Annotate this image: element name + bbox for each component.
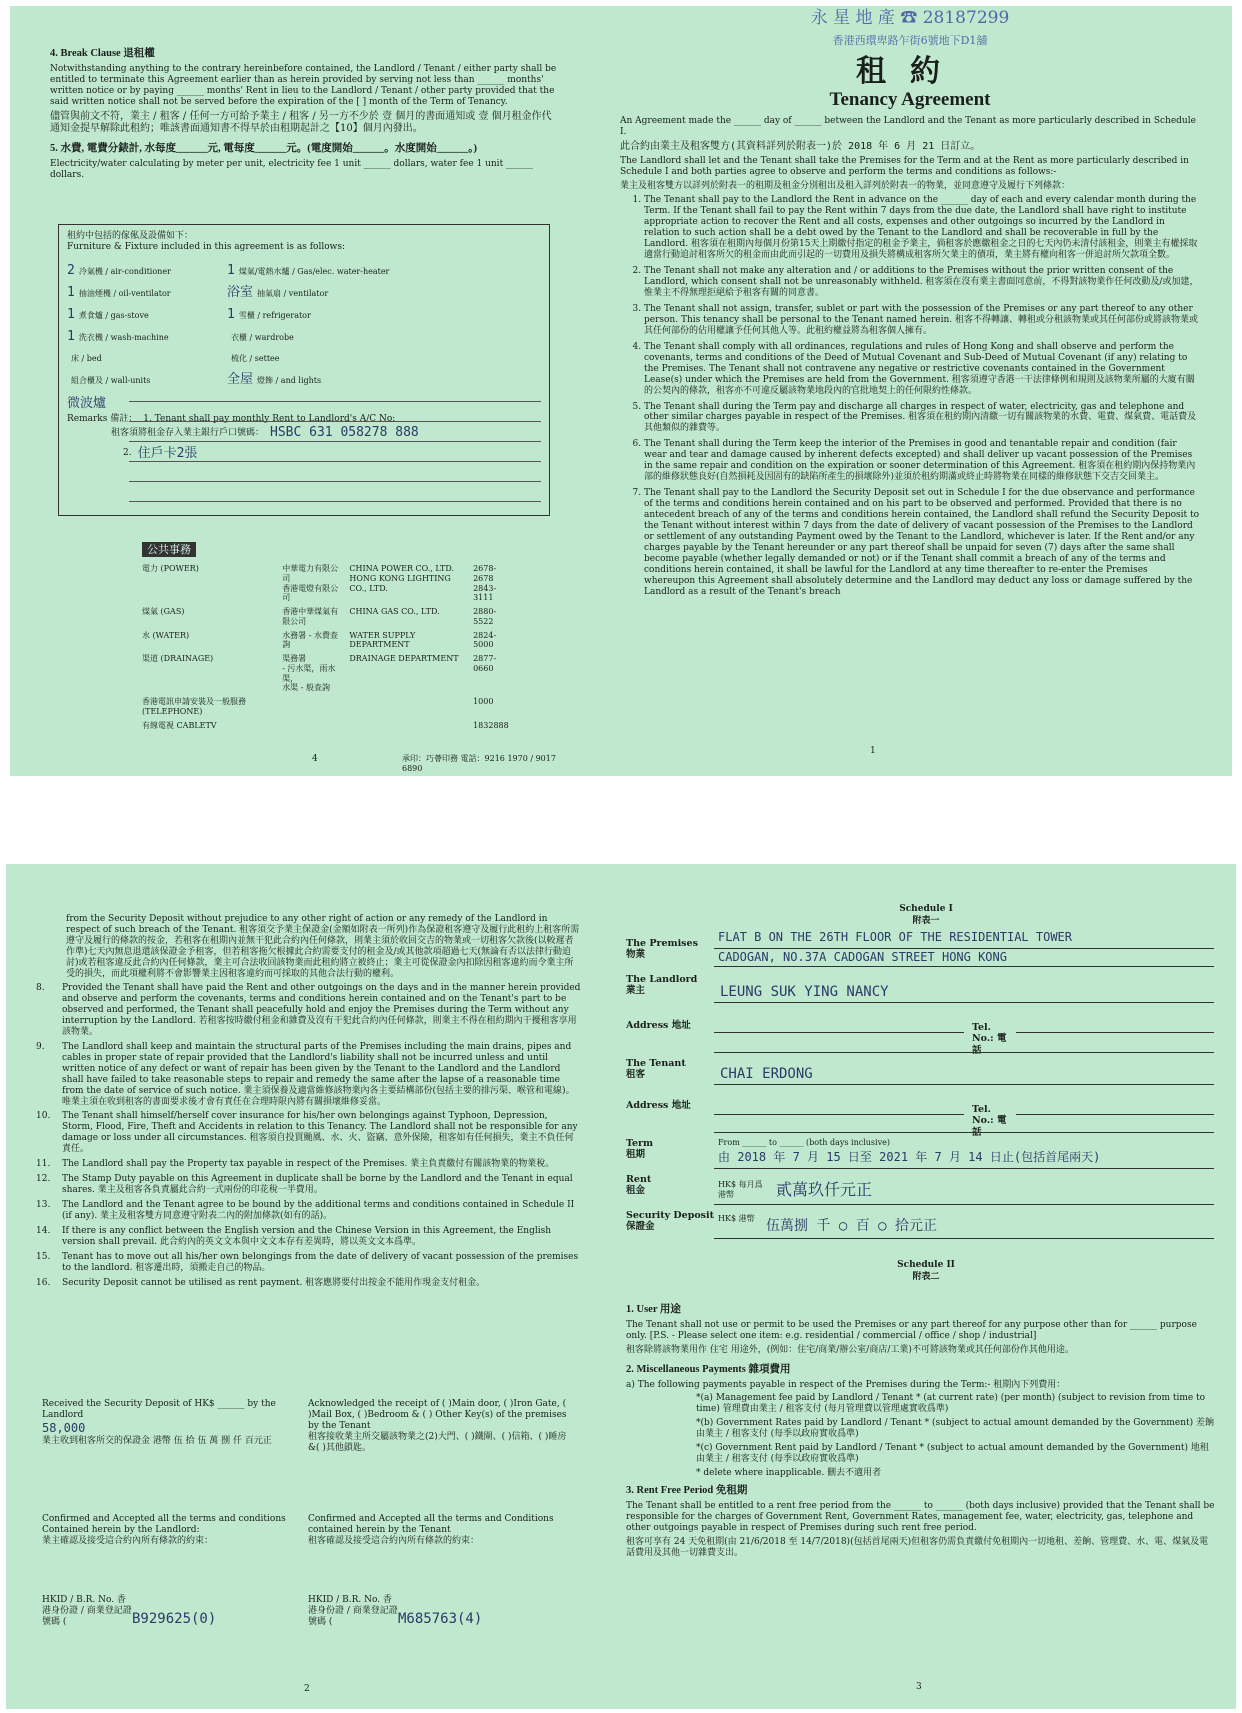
utility-phone: 2824-5000 (473, 630, 497, 650)
utility-row (138, 652, 518, 695)
tenant-confirm-zh: 租客確認及接受這合約內所有條款的約束： (308, 1535, 480, 1546)
landlord-confirm-zh: 業主確認及接受這合約內所有條款的約束： (42, 1535, 214, 1546)
utility-phone: 2880-5522 (473, 607, 497, 626)
clause: 5. The Tenant shall during the Term pay and discharge all charges in respect of water, electricity, gas and telephone and other similar charges payable in respect of the Premises. 租客須在租約期內清繳一切有關該物業的水費、電費、煤氣費、電話費及其他類似的雜費等。 (644, 402, 1200, 435)
break-clause-zh: 儘管與前文不符，業主 / 租客 / 任何一方可給予業主 / 租客 / 另一方不少於 壹 個月的書面通知或 壹 個月租金作代通知金提早解除此租約；唯該書面通知書不得早於由租期起計之【10】個月內發出。 (50, 110, 552, 134)
clause-number: 15. (36, 1252, 51, 1263)
clause-list-page1 (620, 195, 1200, 598)
furniture-item-label: 床 / bed (71, 354, 102, 364)
furniture-item-label: 衣櫃 / wardrobe (231, 332, 294, 342)
furniture-item-value: 2 (67, 262, 75, 278)
clause-number: 8. (36, 982, 45, 993)
utility-type: 水 (WATER) (142, 630, 190, 640)
page-number-4: 4 (312, 754, 318, 764)
furniture-item-value: 1 (67, 284, 75, 300)
landlord-hkid-label: HKID / B.R. No. 香港身份證 / 商業登記證號碼 ( (42, 1594, 132, 1627)
utility-row (138, 719, 518, 733)
utility-company-zh (278, 719, 345, 733)
receipt-section (42, 1399, 572, 1628)
clause-text: The Landlord and the Tenant agree to be bound by the additional terms and conditions contained in Schedule II (if any). 業主及租客雙方同意遵守附表二內的附加條款(如有的話)。 (62, 1200, 575, 1222)
title-zh: 租約 (856, 54, 964, 89)
clause-text: The Tenant shall himself/herself cover insurance for his/her own belongings against Typhoon, Depression, Storm, Flood, Fire, Theft and Accidents in relation to this Tenancy. The Landlord shall not be responsible for any damage or loss under all circumstances. 租客須自投買颱風、水、火、盜竊、意外保險，租客如有任何損失，業主不負任何責任。 (62, 1111, 578, 1155)
clause (36, 1252, 581, 1274)
keys-receipt-zh: 租客接收業主所交屬該物業之(2)大門、( )鐵閘、( )信箱、( )睡房 &( )其他鎖匙。 (308, 1431, 567, 1453)
premises-label: The Premises 物業 (626, 938, 698, 961)
remark1-en: 1. Tenant shall pay monthly Rent to Landlord's A/C No: (143, 413, 396, 424)
landlord-label: The Landlord 業主 (626, 974, 698, 997)
public-utilities-heading: 公共事務 (142, 542, 196, 557)
furniture-item (227, 329, 377, 345)
misc-heading: 2. Miscellaneous Payments 雜項費用 (626, 1363, 791, 1375)
utility-type: 煤氣 (GAS) (142, 607, 185, 616)
page-number-2: 2 (304, 1684, 310, 1694)
tenant-tel-label: Tel. No.: 電話 (972, 1104, 1007, 1138)
furniture-item-value: 1 (67, 306, 75, 322)
tenant-address-label: Address 地址 (626, 1100, 691, 1111)
clause-number: 10. (36, 1111, 51, 1122)
clause-text: The Landlord shall keep and maintain the structural parts of the Premises including the main drains, pipes and cables in proper state of repair provided that the Landlord's liability shall not be incurred unless and until written notice of any defect or want of repair has been given by the Tenant to the Landlord and the Landlord shall have failed to take reasonable steps to repair and remedy the same after the lapse of a reasonable time from the date of service of such notice. 業主須保養及適當維修該物業內各主要結構部份(包括主要的排污渠、喉管和電線)。唯業主須在收到租客的書面要求後才會有責任在合理時限內將有關損壞維修妥當。 (62, 1041, 575, 1107)
utility-row (138, 629, 518, 653)
clause-number: 9. (36, 1041, 45, 1052)
utility-company-en: DRAINAGE DEPARTMENT (349, 654, 459, 663)
clause-number: 14. (36, 1226, 51, 1237)
user-zh: 租客除將該物業用作 住宅 用途外，(例如：住宅/商業/辦公室/商店/工業)不可將該物業或其任何部份作其他用途。 (626, 1344, 1074, 1355)
misc-items (626, 1393, 1216, 1479)
clause-text: Provided the Tenant shall have paid the Rent and other outgoings on the days and in the manner herein provided and observe and perform the covenants, terms and conditions herein contained and on the Tenant's part to be observed and performed, the Tenant shall peacefully hold and enjoy the Premises during the Term without any interruption by the Landlord. 若租客按時繳付租金和雜費及沒有干犯此合約內任何條款，則業主不得在租約期內干擾租客享用該物業。 (62, 982, 581, 1037)
rent-prefix: HK$ 每月爲港幣 (718, 1180, 763, 1199)
furniture-box (58, 224, 550, 516)
schedule1-zh: 附表一 (912, 916, 940, 926)
clause (36, 983, 581, 1038)
intro-zh: 此合約由業主及租客雙方(其資料詳列於附表一)於 2018 年 6 月 21 日訂立。 (620, 140, 981, 152)
schedule2-body (626, 1304, 1216, 1562)
title-en: Tenancy Agreement (829, 89, 991, 110)
utility-type: 有線電視 CABLETV (142, 720, 217, 730)
clause: 6. The Tenant shall during the Term keep the interior of the Premises in good and tenantable repair and condition (fair wear and tear and damage caused by inherent defects excepted) and shall deliver up vacant possession of the Premises in the same repair and condition on the expiration or sooner determination of this Agreement. 租客須在租約期內保持物業內部的維修狀態良好(自然損耗及因固有的缺陷所產生的損壞除外)並須於租約期滿或終止時將物業在同樣的維修狀態下交吉交回業主。 (644, 439, 1200, 483)
user-text: The Tenant shall not use or permit to be used the Premises or any part thereof for any purpose other than for ______ purpose only. [P.S. - Please select one item: e.g. residential / commercial / office / shop / industrial] (626, 1319, 1197, 1341)
furniture-item-label: 燈飾 / and lights (257, 376, 322, 386)
furniture-item (67, 307, 217, 323)
clause (36, 1159, 581, 1170)
remark2-number: 2. (123, 448, 132, 459)
page-number-3: 3 (916, 1682, 922, 1692)
rent-free-text: The Tenant shall be entitled to a rent free period from the ______ to ______ (both days inclusive) provided that the Tenant shall be responsible for the charges of Government Rent, Government Rates, management fee, water, electricity, gas, telephone and other outgoings payable in respect of Premises during such rent free period. (626, 1501, 1215, 1533)
break-clause-en: Notwithstanding anything to the contrary hereinbefore contained, the Landlord / Tenant / either party shall be entitled to terminate this Agreement earlier than as herein provided by serving not less than ______ months' written notice or by paying ______ months' Rent in lieu to the Landlord / Tenant / other party provided that the said written notice shall not be served before the expiration of the [ ] month of the Term of Tenancy. (50, 63, 557, 107)
tenant-name: CHAI ERDONG (720, 1066, 813, 1082)
utility-company-zh (278, 695, 345, 719)
deposit-received-amount: 58,000 (42, 1420, 86, 1435)
landlord-address-label: Address 地址 (626, 1020, 691, 1031)
utility-type: 香港電訊申請安裝及一般服務 (TELEPHONE) (142, 697, 246, 716)
misc-item: * delete where inapplicable. 刪去不適用者 (696, 1468, 882, 1479)
term-label: Term 租期 (626, 1138, 654, 1161)
tenant-hkid-label: HKID / B.R. No. 香港身份證 / 商業登記證號碼 ( (308, 1594, 398, 1627)
agency-stamp-address: 香港西環卑路乍街6號地下D1舖 (832, 34, 988, 47)
furniture-item (67, 329, 217, 345)
clause: 1. The Tenant shall pay to the Landlord the Rent in advance on the ______ day of each and every calendar month during the Term. If the Tenant shall fail to pay the Rent within 7 days from the due date, the Landlord shall have right to institute appropriate action to recover the Rent and all costs, expenses and other outgoings so incurred by the Landlord in relation to such action shall be a debt owed by the Tenant to the Landlord and shall be recoverable in full by the Landlord. 租客須在租期內每個月份第15天上期繳付指定的租金予業主，倘租客於應繳租金之日的七天內仍未清付該租金，則業主有權採取適當行動追討租客所欠的租金而由此而引起的一切費用及損失將構成租客所欠業主的債項，業主將有權向租客一併追討所欠款項全數。 (644, 195, 1200, 261)
remark1-zh: 租客須將租金存入業主銀行戶口號碼： (111, 427, 265, 438)
intro2-en: The Landlord shall let and the Tenant shall take the Premises for the Term and at the Rent as more particularly described in Schedule I and both parties agree to observe and perform the terms and conditions as follows:- (620, 156, 1189, 178)
deposit-received-zh: 業主收到租客所交的保證金 港幣 伍 拾 伍 萬 捌 仟 百元正 (42, 1435, 272, 1446)
furniture-item-label: 組合櫃及 / wall-units (71, 376, 151, 386)
utility-company-en (345, 695, 469, 719)
furniture-item (227, 350, 377, 366)
furniture-item (227, 262, 390, 279)
furniture-item-label: 梳化 / settee (231, 354, 280, 364)
furniture-title-zh: 租約中包括的傢俬及設備如下： (67, 231, 194, 241)
printer-info: 承印：巧薈印務 電話：9216 1970 / 9017 6890 (402, 754, 556, 773)
furniture-item-value: 1 (227, 262, 235, 278)
utility-row (138, 605, 518, 629)
clause: 3. The Tenant shall not assign, transfer, sublet or part with the possession of the Premises or any part thereof to any other person. This tenancy shall be personal to the Tenant named herein. 租客不得轉讓、轉租或分租該物業或其任何部份或將該物業或其任何部份的佔用權讓予任何其他人等。此租約權益將為租客個人擁有。 (644, 304, 1200, 337)
deposit-label: Security Deposit 保證金 (626, 1210, 715, 1233)
clause (36, 1111, 581, 1155)
rent-free-heading: 3. Rent Free Period 免租期 (626, 1485, 748, 1497)
agency-stamp-name: 永 星 地 產 ☎ 28187299 (810, 8, 1010, 28)
utility-company-zh: 水務署 - 水費查詢 (282, 630, 338, 650)
intro2-zh: 業主及租客雙方以詳列於附表一的租期及租金分別租出及租入詳列於附表一的物業，並同意遵守及履行下列條款： (620, 181, 1071, 192)
clause-number: 12. (36, 1174, 51, 1185)
utility-row (138, 562, 518, 605)
clause-number: 16. (36, 1278, 51, 1289)
furniture-item (227, 307, 377, 323)
utility-company-zh: 渠務署 - 污水渠，雨水渠， 水渠 - 般查詢 (282, 654, 336, 693)
clause: 7. The Tenant shall pay to the Landlord the Security Deposit set out in Schedule I for the due observance and performance of the terms and conditions herein contained and on his part to be observed and performed. Provided that there is no antecedent breach of any of the terms and conditions herein contained, the Landlord shall refund the Security Deposit to the Tenant without interest within 7 days from the date of delivery of vacant possession of the Premises to the Landlord or settlement of any outstanding Payment owed by the Tenant to the Landlord, whichever is later. If the Rent and/or any charges payable by the Tenant hereunder or any part thereof shall be unpaid for seven (7) days after the same shall become payable (whether legally demanded or not) or if the Tenant shall commit a breach of any of the terms and conditions herein contained, it shall be lawful for the Landlord at any time thereafter to re-enter the Premises whereupon this Agreement shall absolutely determine and the Landlord may deduct any loss or damage suffered by the Landlord as a result of the Tenant's breach (644, 488, 1200, 598)
bottom-sheet (6, 864, 1236, 1709)
schedule2-zh: 附表二 (912, 1272, 940, 1282)
furniture-item-label: 煤氣/電熱水爐 / Gas/elec. water-heater (238, 266, 390, 276)
rent-value: 貳萬玖仟元正 (776, 1180, 873, 1199)
term-value: 由 2018 年 7 月 15 日至 2021 年 7 月 14 日止(包括首尾兩天) (718, 1150, 1101, 1164)
top-sheet (10, 6, 1232, 776)
misc-item: *(b) Government Rates paid by Landlord / Tenant * (subject to actual amount demanded by the Government) 差餉由業主 / 租客支付 (每季以政府實收爲準) (696, 1418, 1215, 1440)
clause (36, 1174, 581, 1196)
landlord-name: LEUNG SUK YING NANCY (720, 984, 889, 1000)
term-note: From ______ to ______ (both days inclusive) (718, 1138, 890, 1147)
clause-text: If there is any conflict between the English version and the Chinese Version in this Agreement, the English version shall prevail. 此合約內的英文文本與中文文本存有差異時，將以英文文本爲準。 (62, 1226, 552, 1248)
furniture-item (227, 285, 377, 301)
remarks-label: Remarks 備註： (67, 413, 138, 424)
clause-text: The Stamp Duty payable on this Agreement in duplicate shall be borne by the Landlord and the Tenant in equal shares. 業主及租客各負責屬此合約一式兩份的印花稅一半費用。 (62, 1174, 573, 1196)
clause-text: The Landlord shall pay the Property tax payable in respect of the Premises. 業主負責繳付有關該物業的物業稅。 (62, 1159, 555, 1170)
furniture-item-label: 煮食爐 / gas-stove (78, 310, 149, 320)
clause (36, 1042, 581, 1108)
keys-receipt-en: Acknowledged the receipt of ( )Main door, ( )Iron Gate, ( )Mail Box, ( )Bedroom & ( ) Other Key(s) of the premises by the Tenant (308, 1399, 567, 1431)
clause (36, 1200, 581, 1222)
furniture-item (67, 285, 217, 301)
furniture-title-en: Furniture & Fixture included in this agreement is as follows: (67, 241, 345, 252)
utility-company-en: WATER SUPPLY DEPARTMENT (349, 630, 416, 650)
furniture-item (227, 372, 377, 388)
misc-item: *(a) Management fee paid by Landlord / Tenant * (at current rate) (per month) (subject to revision from time to time) 管理費由業主 / 租客支付 (每月管理費以管理處實收爲準) (696, 1393, 1206, 1415)
clause-number: 11. (36, 1159, 51, 1170)
furniture-item (67, 372, 217, 388)
furniture-extra-note: 微波爐 (67, 396, 107, 412)
page-4 (50, 48, 560, 773)
deposit-value: 伍萬捌 千 ○ 百 ○ 拾元正 (766, 1218, 938, 1234)
utility-type: 電力 (POWER) (142, 564, 199, 573)
tenant-confirm-en: Confirmed and Accepted all the terms and Conditions contained herein by the Tenant (308, 1513, 554, 1535)
clause-number: 13. (36, 1200, 51, 1211)
page-3 (626, 904, 1226, 1704)
utility-company-zh: 中華電力有限公司 香港電燈有限公司 (282, 564, 339, 603)
tenant-hkid: M685763(4) (398, 1610, 483, 1627)
utility-phone: 2877-0660 (473, 654, 497, 673)
furniture-item-label: 抽油煙機 / oil-ventilator (78, 288, 171, 298)
furniture-item-value: 浴室 (227, 284, 254, 300)
break-clause-heading: 4. Break Clause 退租權 (50, 48, 155, 59)
utility-company-en: CHINA POWER CO., LTD. HONG KONG LIGHTING CO., LTD. (349, 564, 455, 593)
landlord-tel-label: Tel. No.: 電話 (972, 1022, 1007, 1056)
furniture-grid (67, 263, 541, 394)
utility-phone: 1000 (473, 697, 494, 706)
furniture-item-label: 抽氣扇 / ventilator (257, 288, 329, 298)
premises-value-line1: FLAT B ON THE 26TH FLOOR OF THE RESIDENTIAL TOWER (718, 930, 1073, 944)
furniture-item (67, 263, 217, 279)
misc-intro: a) The following payments payable in respect of the Premises during the Term:- 租期內下列費用： (626, 1379, 1066, 1390)
landlord-hkid: B929625(0) (132, 1610, 217, 1627)
furniture-item-value: 1 (67, 328, 75, 344)
clause (36, 1278, 581, 1289)
deposit-continuation: from the Security Deposit without prejudice to any other right of action or any remedy of the Landlord in respect of such breach of the Tenant. 租客須交予業主保證金(金額如附表一所列)作為保證租客遵守及履行此租約上租客所需遵守及履行的條款的按金，若租客在租期內並無干犯此合約內任何條款，則業主須於收回交吉的物業或一切租客欠款後(以較遲者作準)七天內無息退還該保證金予租客，但若租客拖欠根據此合約需要支付的租金及/或其他款項超過七天(無論有否以法律行動追討)或若租客違反此合約內任何條款，業主可合法收回該物業而此租約將立被終止；業主可從保證金內扣除因租客違約而令業主所受的損失，而此項權利將不會影響業主因租客違約而可採取的其他合法行動的權利。 (66, 914, 580, 979)
utilities-en: Electricity/water calculating by meter per unit, electricity fee 1 unit ______ dollars, water fee 1 unit ______ dollars. (50, 158, 534, 180)
furniture-item-label: 冷氣機 / air-conditioner (78, 266, 171, 276)
page-1 (610, 6, 1210, 771)
deposit-received-en: Received the Security Deposit of HK$ ______ by the Landlord (42, 1399, 276, 1420)
landlord-confirm-en: Confirmed and Accepted all the terms and conditions Contained herein by the Landlord: (42, 1513, 286, 1535)
clause (36, 1226, 581, 1248)
premises-value-line2: CADOGAN, NO.37A CADOGAN STREET HONG KONG (718, 950, 1007, 964)
utility-type: 渠道 (DRAINAGE) (142, 654, 214, 663)
schedule1-heading: Schedule I (899, 904, 953, 914)
utility-phone: 2678-2678 2843-3111 (473, 564, 497, 603)
clause-text: Security Deposit cannot be utilised as rent payment. 租客應將要付出按金不能用作現金支付租金。 (62, 1278, 486, 1289)
furniture-item-label: 雪櫃 / refrigerator (238, 310, 311, 320)
furniture-item-value: 全屋 (227, 372, 254, 388)
deposit-prefix: HK$ 港幣 (718, 1214, 755, 1223)
furniture-item-label: 洗衣機 / wash-machine (78, 332, 169, 342)
tenant-label: The Tenant 租客 (626, 1058, 686, 1081)
utility-company-en (345, 719, 469, 733)
rent-label: Rent 租金 (626, 1174, 652, 1197)
utility-row (138, 695, 518, 719)
clause-list-page2 (36, 983, 581, 1289)
user-heading: 1. User 用途 (626, 1304, 681, 1315)
remark2-value: 住戶卡2張 (137, 445, 198, 461)
utilities-heading: 5. 水費, 電費分錶計, 水每度______元, 電每度______元。(電度開始______。水度開始______。) (50, 143, 477, 155)
intro-en: An Agreement made the ______ day of ______ between the Landlord and the Tenant as more particularly described in Schedule I. (620, 116, 1196, 137)
clause-text: Tenant has to move out all his/her own belongings from the date of delivery of vacant possession of the premises to the landlord. 租客遷出時，須搬走自己的物品。 (62, 1252, 579, 1274)
misc-item: *(c) Government Rent paid by Landlord / Tenant * (subject to actual amount demanded by the Government) 地租由業主 / 租客支付 (每季以政府實收爲準) (696, 1443, 1209, 1465)
furniture-item-value: 1 (227, 306, 235, 322)
rent-free-zh: 租客可享有 24 天免租期(由 21/6/2018 至 14/7/2018)(包括首尾兩天)但租客仍需負責繳付免租期內一切地租、差餉、管理費、水、電、煤氣及電話費用及其他一切雜費支出。 (626, 1536, 1209, 1558)
bank-account: HSBC 631 058278 888 (270, 424, 419, 440)
clause: 2. The Tenant shall not make any alteration and / or additions to the Premises without the prior written consent of the Landlord, which consent shall not be unreasonably withheld. 租客須在沒有業主書面同意前，不得對該物業作任何改動及/或加建，惟業主不得無理拒絕給予租客有關的同意書。 (644, 266, 1200, 299)
page-number-1: 1 (870, 746, 876, 756)
utility-phone: 1832888 (473, 720, 509, 730)
page-2 (36, 914, 581, 1704)
public-utilities-table (138, 562, 518, 732)
utility-company-zh: 香港中華煤氣有限公司 (282, 607, 339, 626)
furniture-item (67, 350, 217, 366)
clause: 4. The Tenant shall comply with all ordinances, regulations and rules of Hong Kong and shall observe and perform the covenants, terms and conditions of the Deed of Mutual Covenant and Sub-Deed of Mutual Covenant (if any) relating to the Premises. The Tenant shall not contravene any negative or restrictive covenants contained in the Government Lease(s) under which the Premises are held from the Government. 租客須遵守香港一干法律條例和規則及該物業所屬的大廈有關的公契內的條款，租客亦不可違反屬該物業地段內的官批地契上的任何限約性條款。 (644, 342, 1200, 397)
schedule2-heading: Schedule II (897, 1260, 955, 1270)
utility-company-en: CHINA GAS CO., LTD. (349, 607, 440, 616)
